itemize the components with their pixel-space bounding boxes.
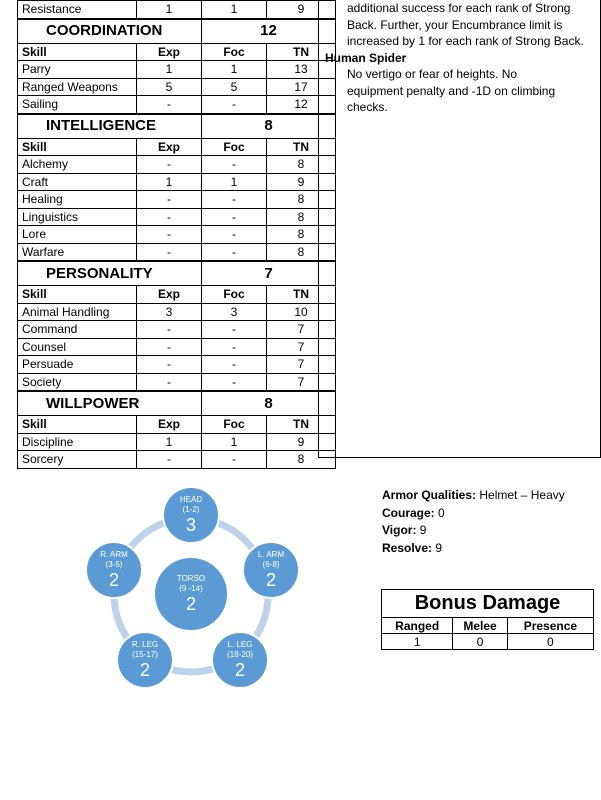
skill-exp: - [137,338,202,356]
skill-exp: - [137,96,202,114]
column-header-exp: Exp [137,138,202,156]
table-row [18,321,336,339]
skill-name: Ranged Weapons [18,78,137,96]
location-l-leg [211,631,269,689]
human-spider-description [319,66,600,116]
table-row [18,156,336,174]
location-range: (15-17) [132,650,158,659]
column-header-skill: Skill [18,286,137,304]
column-header-exp: Exp [137,286,202,304]
location-torso [153,556,229,632]
text-line: Back. Further, your Encumbrance limit is [347,17,563,32]
column-header-tn: TN [267,416,336,434]
skill-foc: - [202,338,267,356]
attribute-value: 7 [202,261,336,286]
column-header-skill: Skill [18,43,137,61]
column-header-row [18,138,336,156]
vigor [382,522,565,540]
bonus-header-melee: Melee [453,618,507,634]
table-row [18,208,336,226]
table-row [18,96,336,114]
skill-name: Healing [18,191,137,209]
skill-foc: - [202,156,267,174]
skill-tn: 17 [267,78,336,96]
skill-tn: 12 [267,96,336,114]
attribute-row [18,114,336,139]
attribute-row [18,261,336,286]
skills-table [17,0,336,469]
table-row [18,451,336,469]
location-name: R. LEG [131,640,159,649]
column-header-row [18,286,336,304]
column-header-exp: Exp [137,43,202,61]
skill-tn: 10 [267,303,336,321]
skill-name: Counsel [18,338,137,356]
column-header-foc: Foc [202,286,267,304]
skill-tn: 8 [267,208,336,226]
table-row [18,338,336,356]
location-l-arm [242,541,300,599]
skill-exp: 3 [137,303,202,321]
value: 9 [435,540,443,555]
skill-exp: - [137,226,202,244]
location-head [162,486,220,544]
skill-exp: - [137,243,202,261]
bonus-damage-table [381,589,594,650]
location-value: 2 [139,660,150,680]
location-value: 2 [108,570,119,590]
skill-tn: 7 [267,338,336,356]
attribute-value: 8 [202,114,336,139]
skill-name: Persuade [18,356,137,374]
strong-back-description [319,0,600,50]
attribute-name: COORDINATION [18,19,202,44]
skill-tn: 8 [267,451,336,469]
skill-name: Warfare [18,243,137,261]
location-value: 2 [185,594,196,614]
skill-foc: - [202,208,267,226]
column-header-foc: Foc [202,138,267,156]
bonus-header-ranged: Ranged [382,618,453,634]
skill-name: Animal Handling [18,303,137,321]
table-row [18,303,336,321]
location-name: TORSO [176,574,206,583]
column-header-row [18,416,336,434]
table-row [18,191,336,209]
location-name: L. LEG [227,640,253,649]
skill-name: Lore [18,226,137,244]
skill-name: Linguistics [18,208,137,226]
skill-tn: 7 [267,356,336,374]
skill-exp: - [137,191,202,209]
skill-tn: 8 [267,191,336,209]
skill-tn: 9 [267,1,336,19]
column-header-skill: Skill [18,138,137,156]
table-row [18,433,336,451]
label: Resolve: [382,540,433,555]
attribute-value: 12 [202,19,336,44]
skill-foc: 1 [202,61,267,79]
skill-foc: - [202,321,267,339]
location-value: 2 [265,570,276,590]
location-value: 3 [185,515,196,535]
column-header-row [18,43,336,61]
skill-foc: 1 [202,1,267,19]
hit-location-diagram [80,478,305,693]
skill-name: Craft [18,173,137,191]
skill-tn: 13 [267,61,336,79]
label: Armor Qualities: [382,488,477,502]
value: 0 [438,505,445,520]
skill-name: Society [18,373,137,391]
column-header-foc: Foc [202,416,267,434]
skill-foc: - [202,243,267,261]
bonus-value-presence: 0 [507,634,593,650]
bonus-header-presence: Presence [507,618,593,634]
table-row [18,1,336,19]
skill-exp: - [137,373,202,391]
attribute-value: 8 [202,391,336,416]
courage [382,505,565,523]
skill-foc: 3 [202,303,267,321]
column-header-skill: Skill [18,416,137,434]
bonus-value-ranged: 1 [382,634,453,650]
skill-exp: - [137,156,202,174]
skill-foc: 1 [202,173,267,191]
skill-name: Sorcery [18,451,137,469]
table-row [18,226,336,244]
text-line: increased by 1 for each rank of Strong Back. [347,34,584,48]
attribute-name: WILLPOWER [18,391,202,416]
location-range: (3-5) [105,560,123,569]
armor-qualities [382,487,565,505]
table-row [18,373,336,391]
skill-exp: 5 [137,78,202,96]
skill-exp: 1 [137,1,202,19]
skill-foc: - [202,373,267,391]
column-header-foc: Foc [202,43,267,61]
skill-exp: - [137,321,202,339]
location-range: (18-20) [227,650,253,659]
location-name: R. ARM [100,550,128,559]
skill-foc: - [202,191,267,209]
location-value: 2 [234,660,245,680]
armor-info [382,487,565,557]
location-r-arm [85,541,143,599]
skill-tn: 8 [267,226,336,244]
skill-foc: - [202,356,267,374]
skill-tn: 7 [267,321,336,339]
talents-panel [318,0,601,458]
label: Vigor: [382,523,417,537]
table-row [18,78,336,96]
skill-foc: - [202,451,267,469]
skill-name: Alchemy [18,156,137,174]
table-row [18,173,336,191]
column-header-tn: TN [267,138,336,156]
skill-tn: 7 [267,373,336,391]
skill-exp: 1 [137,61,202,79]
skill-foc: 1 [202,433,267,451]
column-header-tn: TN [267,286,336,304]
skill-foc: - [202,96,267,114]
location-range: (1-2) [182,505,200,514]
attribute-row [18,19,336,44]
skill-foc: 5 [202,78,267,96]
skill-tn: 9 [267,433,336,451]
attribute-name: PERSONALITY [18,261,202,286]
skill-exp: - [137,451,202,469]
bonus-damage-title: Bonus Damage [382,590,594,618]
skill-foc: - [202,226,267,244]
table-row [18,356,336,374]
text-line: No vertigo or fear of heights. No [347,67,518,81]
location-r-leg [116,631,174,689]
skill-name: Sailing [18,96,137,114]
skill-name: Resistance [18,1,137,19]
table-row [18,243,336,261]
location-name: L. ARM [257,550,285,559]
skill-exp: - [137,208,202,226]
column-header-exp: Exp [137,416,202,434]
location-range: (6-8) [262,560,280,569]
attribute-row [18,391,336,416]
bonus-value-melee: 0 [453,634,507,650]
location-range: (9 -14) [179,584,203,593]
talent-name-human-spider: Human Spider [325,50,407,65]
skill-name: Parry [18,61,137,79]
skill-tn: 9 [267,173,336,191]
skill-exp: - [137,356,202,374]
text-line: checks. [347,100,388,114]
skill-exp: 1 [137,173,202,191]
skill-name: Command [18,321,137,339]
skill-tn: 8 [267,243,336,261]
text-line: additional success for each rank of Strong [347,1,571,15]
resolve [382,540,565,558]
text-line: equipment penalty and -1D on climbing [347,83,556,98]
value: Helmet – Heavy [479,488,565,502]
skill-tn: 8 [267,156,336,174]
attribute-name: INTELLIGENCE [18,114,202,139]
location-name: HEAD [179,495,203,504]
column-header-tn: TN [267,43,336,61]
label: Courage: [382,505,435,520]
table-row [18,61,336,79]
value: 9 [419,523,427,537]
skill-name: Discipline [18,433,137,451]
skill-exp: 1 [137,433,202,451]
